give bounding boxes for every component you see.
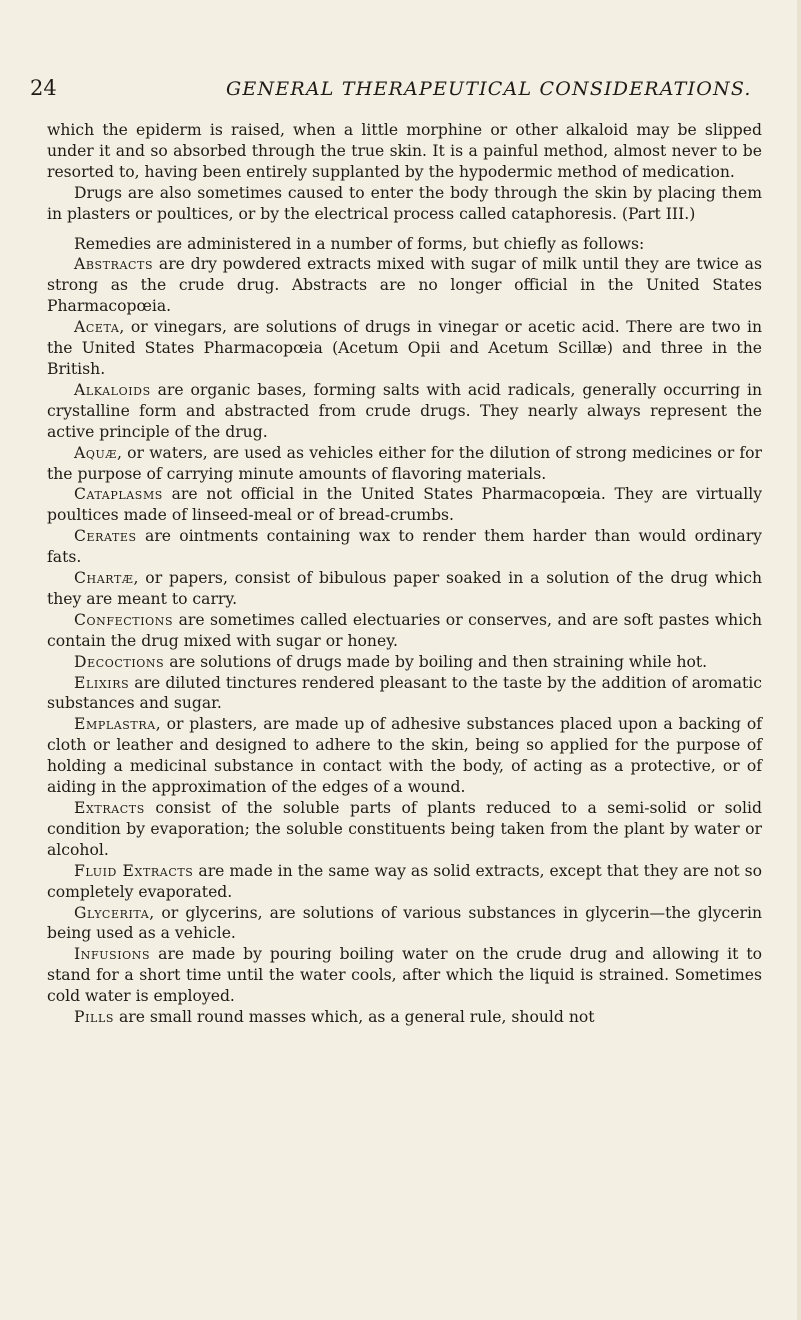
entry-text: are sometimes called electuaries or conserves, and are soft pastes which contain the drug mixed with sugar or honey. — [47, 610, 762, 650]
entry-text: consist of the soluble parts of plants reduced to a semi-solid or solid condition by evaporation; the soluble constituents being taken from the plant by water or alcohol. — [47, 799, 762, 859]
entry-term: Extracts — [74, 799, 145, 817]
entry-elixirs — [47, 673, 762, 715]
entry-term: Cataplasms — [74, 485, 163, 504]
entry-term: Emplastra — [74, 715, 156, 734]
entry-term: Abstracts — [74, 255, 154, 274]
entry-term: Alkaloids — [74, 380, 151, 399]
entry-text: , or plasters, are made up of adhesive substances placed upon a backing of cloth or leather and designed to adhere to the skin, being so applied for the purpose of holding a medicinal substance in contact with the body, of acting as a protective, or of aiding in the approximation of the edges of a wound. — [47, 715, 762, 797]
entry-decoctions — [47, 652, 762, 673]
entry-text: are ointments containing wax to render them harder than would ordinary fats. — [47, 527, 762, 567]
entry-term: Infusions — [74, 945, 151, 964]
entry-term: Pills — [74, 1008, 114, 1027]
entry-emplastra — [47, 714, 762, 798]
entry-text: , or vinegars, are solutions of drugs in vinegar or acetic acid. There are two in the United States Pharmacopœia (Acetum Opii and Acetum Scillæ) and three in the British. — [47, 318, 762, 378]
entry-aquae — [47, 443, 762, 485]
entry-extracts — [47, 798, 762, 861]
page-body — [47, 120, 762, 1028]
paragraph — [47, 120, 762, 183]
entry-fluid-extracts — [47, 861, 762, 903]
paragraph — [47, 234, 762, 255]
entry-cataplasms — [47, 484, 762, 526]
entry-term: Decoctions — [74, 652, 165, 671]
paragraph-text: Remedies are administered in a number of forms, but chiefly as follows: — [74, 234, 645, 253]
entry-chartae — [47, 568, 762, 610]
entry-term: Elixirs — [74, 673, 130, 692]
entry-text: are not official in the United States Pharmacopœia. They are virtually poultices made of linseed-meal or of bread-crumbs. — [47, 485, 762, 525]
entry-term: Chartæ — [74, 569, 134, 588]
entry-term: Fluid Extracts — [74, 861, 194, 880]
entry-text: are small round masses which, as a general rule, should not — [113, 1008, 595, 1027]
entry-text: are made by pouring boiling water on the crude drug and allowing it to stand for a short time until the water cools, after which the liquid is strained. Sometimes cold water is employed. — [47, 945, 762, 1006]
entry-term: Aceta — [74, 318, 120, 337]
entry-abstracts — [47, 254, 762, 317]
paragraph — [47, 183, 762, 225]
entry-text: , or waters, are used as vehicles either for the dilution of strong medicines or for the purpose of carrying minute amounts of flavoring materials. — [47, 443, 762, 483]
entry-term: Cerates — [74, 527, 137, 546]
running-title: GENERAL THERAPEUTICAL CONSIDERATIONS. — [226, 78, 752, 100]
page-edge — [797, 0, 801, 1320]
paragraph-text: Drugs are also sometimes caused to enter the body through the skin by placing them in plasters or poultices, or by the electrical process called cataphoresis. (Part III.) — [47, 183, 762, 223]
entry-term: Aquæ — [74, 443, 117, 462]
page-number: 24 — [30, 76, 57, 100]
entry-cerates — [47, 526, 762, 568]
entry-text: , or glycerins, are solutions of various substances in glycerin—the glycerin being used as a vehicle. — [47, 903, 762, 943]
entry-glycerita — [47, 903, 762, 945]
entry-infusions — [47, 944, 762, 1007]
entry-text: are diluted tinctures rendered pleasant to the taste by the addition of aromatic substances and sugar. — [47, 673, 762, 713]
entry-text: are made in the same way as solid extracts, except that they are not so completely evaporated. — [47, 861, 762, 901]
paragraph-text: which the epiderm is raised, when a little morphine or other alkaloid may be slipped under it and so absorbed through the true skin. It is a painful method, almost never to be resorted to, having been entirely supplanted by the hypodermic method of medication. — [47, 121, 762, 181]
entry-alkaloids — [47, 380, 762, 443]
entry-term: Confections — [74, 610, 174, 629]
entry-text: are dry powdered extracts mixed with sugar of milk until they are twice as strong as the crude drug. Abstracts are no longer official in the United States Pharmacopœia. — [47, 255, 762, 316]
entry-text: are organic bases, forming salts with acid radicals, generally occurring in crystalline form and abstracted from crude drugs. They nearly always represent the active principle of the drug. — [47, 380, 762, 441]
entry-pills — [47, 1007, 762, 1028]
page-header — [30, 76, 760, 108]
entry-term: Glycerita — [74, 903, 150, 922]
entry-text: , or papers, consist of bibulous paper soaked in a solution of the drug which they are meant to carry. — [47, 569, 762, 608]
entry-confections — [47, 610, 762, 652]
entry-aceta — [47, 317, 762, 380]
entry-text: are solutions of drugs made by boiling and then straining while hot. — [164, 652, 708, 671]
